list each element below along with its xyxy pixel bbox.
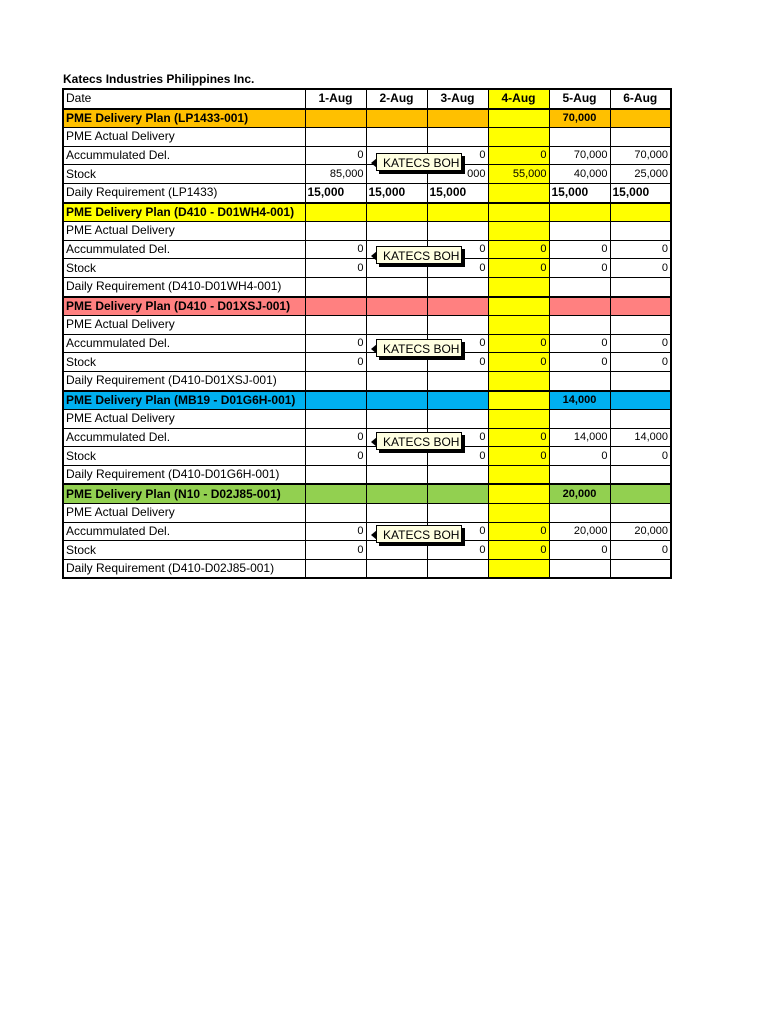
accumulated-row-cell[interactable]: 14,000 xyxy=(549,428,610,447)
header-date-label[interactable]: Date xyxy=(63,89,305,109)
plan-row-cell[interactable] xyxy=(488,109,549,128)
daily-requirement-row xyxy=(63,465,671,484)
stock-row-cell[interactable]: 0 xyxy=(549,259,610,278)
stock-row-label[interactable]: Stock xyxy=(63,259,305,278)
plan-row-label[interactable]: PME Delivery Plan (N10 - D02J85-001) xyxy=(63,484,305,503)
plan-row-label[interactable]: PME Delivery Plan (D410 - D01WH4-001) xyxy=(63,203,305,222)
header-date-cell[interactable]: 3-Aug xyxy=(427,89,488,109)
accumulated-row-cell[interactable]: 0 xyxy=(427,334,488,353)
daily-requirement-row-cell[interactable] xyxy=(549,277,610,296)
plan-row-cell[interactable] xyxy=(610,297,671,316)
accumulated-row-cell[interactable]: 0 xyxy=(549,334,610,353)
actual-delivery-row-label[interactable]: PME Actual Delivery xyxy=(63,222,305,241)
accumulated-row-cell[interactable]: 0 xyxy=(427,428,488,447)
daily-requirement-row-cell[interactable] xyxy=(488,371,549,390)
accumulated-row-cell[interactable]: 0 xyxy=(488,334,549,353)
comment-note-label: KATECS BOH xyxy=(383,435,460,449)
plan-row-cell[interactable] xyxy=(305,109,366,128)
actual-delivery-row-cell[interactable] xyxy=(610,504,671,523)
daily-requirement-row-cell[interactable]: 15,000 xyxy=(427,183,488,202)
plan-row-cell[interactable] xyxy=(305,203,366,222)
actual-delivery-row xyxy=(63,128,671,147)
daily-requirement-row-cell[interactable] xyxy=(549,371,610,390)
plan-row-cell[interactable] xyxy=(488,391,549,410)
daily-requirement-row-cell[interactable] xyxy=(305,559,366,578)
actual-delivery-row xyxy=(63,410,671,429)
comment-note-label: KATECS BOH xyxy=(383,528,460,542)
accumulated-row-cell[interactable]: 20,000 xyxy=(610,522,671,541)
accumulated-row xyxy=(63,522,671,541)
actual-delivery-row-cell[interactable] xyxy=(549,128,610,147)
actual-delivery-row-cell[interactable] xyxy=(549,410,610,429)
daily-requirement-row-cell[interactable] xyxy=(610,371,671,390)
plan-row-cell[interactable] xyxy=(488,203,549,222)
actual-delivery-row-cell[interactable] xyxy=(427,222,488,241)
daily-requirement-row-label[interactable]: Daily Requirement (LP1433) xyxy=(63,183,305,202)
actual-delivery-row-cell[interactable] xyxy=(366,316,427,335)
stock-row-cell[interactable]: 0 xyxy=(549,353,610,372)
header-date-cell[interactable]: 5-Aug xyxy=(549,89,610,109)
actual-delivery-row-cell[interactable] xyxy=(488,128,549,147)
actual-delivery-row-cell[interactable] xyxy=(488,504,549,523)
stock-row-cell[interactable]: 0 xyxy=(305,447,366,466)
plan-row-cell[interactable] xyxy=(305,391,366,410)
stock-row-cell[interactable]: 0 xyxy=(610,353,671,372)
plan-row-cell[interactable] xyxy=(610,484,671,503)
stock-row-cell[interactable]: 0 xyxy=(427,447,488,466)
stock-row-cell[interactable]: 0 xyxy=(488,447,549,466)
accumulated-row-label[interactable]: Accummulated Del. xyxy=(63,334,305,353)
stock-row xyxy=(63,447,671,466)
actual-delivery-row-cell[interactable] xyxy=(610,128,671,147)
accumulated-row-cell[interactable]: 0 xyxy=(610,240,671,259)
accumulated-row-cell[interactable]: 0 xyxy=(549,240,610,259)
plan-row-cell[interactable]: 20,000 xyxy=(549,484,610,503)
stock-row-cell[interactable]: 000 xyxy=(427,165,488,184)
stock-row-cell[interactable]: 0 xyxy=(427,353,488,372)
plan-row xyxy=(63,203,671,222)
accumulated-row-cell[interactable]: 70,000 xyxy=(549,146,610,165)
actual-delivery-row-label[interactable]: PME Actual Delivery xyxy=(63,410,305,429)
plan-row xyxy=(63,484,671,503)
daily-requirement-row-cell[interactable] xyxy=(366,465,427,484)
plan-row-cell[interactable]: 14,000 xyxy=(549,391,610,410)
plan-row-cell[interactable] xyxy=(549,203,610,222)
comment-note-label: KATECS BOH xyxy=(383,249,460,263)
actual-delivery-row xyxy=(63,316,671,335)
stock-row-cell[interactable]: 55,000 xyxy=(488,165,549,184)
stock-row-cell[interactable]: 25,000 xyxy=(610,165,671,184)
accumulated-row-cell[interactable]: 0 xyxy=(427,146,488,165)
daily-requirement-row-label[interactable]: Daily Requirement (D410-D02J85-001) xyxy=(63,559,305,578)
actual-delivery-row-cell[interactable] xyxy=(549,504,610,523)
stock-row-cell[interactable]: 0 xyxy=(305,259,366,278)
plan-row-cell[interactable] xyxy=(366,203,427,222)
daily-requirement-row-cell[interactable] xyxy=(366,277,427,296)
stock-row-cell[interactable]: 0 xyxy=(549,447,610,466)
daily-requirement-row xyxy=(63,559,671,578)
stock-row xyxy=(63,353,671,372)
actual-delivery-row-cell[interactable] xyxy=(366,504,427,523)
comment-note[interactable] xyxy=(376,246,462,264)
accumulated-row-cell[interactable]: 0 xyxy=(488,240,549,259)
actual-delivery-row-cell[interactable] xyxy=(366,222,427,241)
accumulated-row-cell[interactable]: 0 xyxy=(305,334,366,353)
accumulated-row-cell[interactable]: 0 xyxy=(305,428,366,447)
comment-note[interactable] xyxy=(376,153,462,171)
stock-row-cell[interactable]: 0 xyxy=(488,541,549,560)
accumulated-row-cell[interactable]: 20,000 xyxy=(549,522,610,541)
comment-pointer-icon xyxy=(371,344,377,354)
delivery-plan-table xyxy=(62,88,672,579)
accumulated-row-cell[interactable]: 0 xyxy=(488,146,549,165)
comment-note[interactable] xyxy=(376,339,462,357)
accumulated-row-label[interactable]: Accummulated Del. xyxy=(63,522,305,541)
daily-requirement-row-cell[interactable]: 15,000 xyxy=(549,183,610,202)
daily-requirement-row-cell[interactable] xyxy=(305,277,366,296)
plan-row-cell[interactable] xyxy=(610,391,671,410)
daily-requirement-row-cell[interactable] xyxy=(427,465,488,484)
header-row xyxy=(63,89,671,109)
plan-row-cell[interactable] xyxy=(366,484,427,503)
accumulated-row-cell[interactable]: 14,000 xyxy=(610,428,671,447)
stock-row xyxy=(63,259,671,278)
plan-row-cell[interactable] xyxy=(427,297,488,316)
actual-delivery-row-cell[interactable] xyxy=(488,410,549,429)
plan-row-cell[interactable] xyxy=(610,203,671,222)
plan-row-label[interactable]: PME Delivery Plan (MB19 - D01G6H-001) xyxy=(63,391,305,410)
accumulated-row xyxy=(63,334,671,353)
stock-row-cell[interactable]: 0 xyxy=(427,541,488,560)
accumulated-row-label[interactable]: Accummulated Del. xyxy=(63,428,305,447)
stock-row-label[interactable]: Stock xyxy=(63,353,305,372)
daily-requirement-row-cell[interactable] xyxy=(610,465,671,484)
daily-requirement-row-cell[interactable] xyxy=(549,465,610,484)
comment-note[interactable] xyxy=(376,432,462,450)
actual-delivery-row-cell[interactable] xyxy=(305,504,366,523)
daily-requirement-row-cell[interactable] xyxy=(488,183,549,202)
actual-delivery-row-cell[interactable] xyxy=(305,128,366,147)
accumulated-row-cell[interactable]: 0 xyxy=(305,240,366,259)
actual-delivery-row-cell[interactable] xyxy=(305,222,366,241)
comment-note-label: KATECS BOH xyxy=(383,156,460,170)
actual-delivery-row-cell[interactable] xyxy=(549,316,610,335)
plan-row-cell[interactable] xyxy=(305,297,366,316)
header-date-cell[interactable]: 1-Aug xyxy=(305,89,366,109)
stock-row-cell[interactable]: 0 xyxy=(610,447,671,466)
daily-requirement-row-cell[interactable] xyxy=(488,277,549,296)
daily-requirement-row-cell[interactable] xyxy=(549,559,610,578)
actual-delivery-row-label[interactable]: PME Actual Delivery xyxy=(63,504,305,523)
stock-row-cell[interactable]: 0 xyxy=(305,353,366,372)
daily-requirement-row-cell[interactable]: 15,000 xyxy=(610,183,671,202)
daily-requirement-row-cell[interactable] xyxy=(427,371,488,390)
plan-row-cell[interactable] xyxy=(366,109,427,128)
stock-row-label[interactable]: Stock xyxy=(63,541,305,560)
daily-requirement-row-cell[interactable] xyxy=(366,371,427,390)
accumulated-row-label[interactable]: Accummulated Del. xyxy=(63,240,305,259)
accumulated-row-cell[interactable]: 0 xyxy=(427,240,488,259)
stock-row-cell[interactable]: 0 xyxy=(610,259,671,278)
daily-requirement-row-cell[interactable] xyxy=(305,371,366,390)
daily-requirement-row-cell[interactable] xyxy=(488,559,549,578)
stock-row-cell[interactable]: 0 xyxy=(549,541,610,560)
stock-row-cell[interactable]: 85,000 xyxy=(305,165,366,184)
actual-delivery-row-label[interactable]: PME Actual Delivery xyxy=(63,128,305,147)
accumulated-row-cell[interactable]: 0 xyxy=(610,334,671,353)
accumulated-row-cell[interactable]: 70,000 xyxy=(610,146,671,165)
comment-pointer-icon xyxy=(371,437,377,447)
daily-requirement-row-label[interactable]: Daily Requirement (D410-D01G6H-001) xyxy=(63,465,305,484)
plan-row-cell[interactable] xyxy=(366,297,427,316)
accumulated-row xyxy=(63,146,671,165)
actual-delivery-row-cell[interactable] xyxy=(549,222,610,241)
plan-row-cell[interactable] xyxy=(427,203,488,222)
comment-pointer-icon xyxy=(371,530,377,540)
comment-note[interactable] xyxy=(376,525,462,543)
plan-row-cell[interactable] xyxy=(427,484,488,503)
daily-requirement-row-cell[interactable] xyxy=(488,465,549,484)
stock-row-label[interactable]: Stock xyxy=(63,165,305,184)
actual-delivery-row-cell[interactable] xyxy=(305,410,366,429)
accumulated-row-label[interactable]: Accummulated Del. xyxy=(63,146,305,165)
actual-delivery-row-cell[interactable] xyxy=(427,128,488,147)
plan-row-label[interactable]: PME Delivery Plan (D410 - D01XSJ-001) xyxy=(63,297,305,316)
plan-row-cell[interactable] xyxy=(488,484,549,503)
actual-delivery-row-cell[interactable] xyxy=(610,316,671,335)
comment-pointer-icon xyxy=(371,251,377,261)
actual-delivery-row-cell[interactable] xyxy=(610,410,671,429)
plan-row-cell[interactable] xyxy=(549,297,610,316)
stock-row-cell[interactable]: 0 xyxy=(305,541,366,560)
actual-delivery-row-cell[interactable] xyxy=(488,222,549,241)
plan-row xyxy=(63,109,671,128)
daily-requirement-row-cell[interactable] xyxy=(366,559,427,578)
accumulated-row-cell[interactable]: 0 xyxy=(488,428,549,447)
header-date-cell[interactable]: 4-Aug xyxy=(488,89,549,109)
daily-requirement-row-cell[interactable] xyxy=(427,559,488,578)
plan-row-cell[interactable] xyxy=(488,297,549,316)
plan-row xyxy=(63,297,671,316)
stock-row-cell[interactable]: 40,000 xyxy=(549,165,610,184)
comment-note-label: KATECS BOH xyxy=(383,342,460,356)
actual-delivery-row-cell[interactable] xyxy=(366,128,427,147)
plan-row-cell[interactable]: 70,000 xyxy=(549,109,610,128)
accumulated-row-cell[interactable]: 0 xyxy=(427,522,488,541)
plan-row-cell[interactable] xyxy=(305,484,366,503)
plan-row-cell[interactable] xyxy=(366,391,427,410)
stock-row-cell[interactable]: 0 xyxy=(427,259,488,278)
daily-requirement-row xyxy=(63,371,671,390)
actual-delivery-row xyxy=(63,504,671,523)
stock-row-cell[interactable]: 0 xyxy=(610,541,671,560)
actual-delivery-row-cell[interactable] xyxy=(427,410,488,429)
plan-row xyxy=(63,391,671,410)
sheet-title: Katecs Industries Philippines Inc. xyxy=(63,72,255,86)
daily-requirement-row-cell[interactable] xyxy=(610,277,671,296)
actual-delivery-row-cell[interactable] xyxy=(610,222,671,241)
header-date-cell[interactable]: 2-Aug xyxy=(366,89,427,109)
plan-row-cell[interactable] xyxy=(427,391,488,410)
actual-delivery-row-cell[interactable] xyxy=(366,410,427,429)
plan-row-cell[interactable] xyxy=(427,109,488,128)
stock-row-cell[interactable]: 0 xyxy=(488,259,549,278)
daily-requirement-row-label[interactable]: Daily Requirement (D410-D01XSJ-001) xyxy=(63,371,305,390)
plan-row-cell[interactable] xyxy=(610,109,671,128)
daily-requirement-row-cell[interactable] xyxy=(610,559,671,578)
accumulated-row xyxy=(63,240,671,259)
accumulated-row-cell[interactable]: 0 xyxy=(305,522,366,541)
accumulated-row-cell[interactable]: 0 xyxy=(305,146,366,165)
actual-delivery-row-cell[interactable] xyxy=(305,316,366,335)
daily-requirement-row-cell[interactable] xyxy=(305,465,366,484)
actual-delivery-row-label[interactable]: PME Actual Delivery xyxy=(63,316,305,335)
actual-delivery-row-cell[interactable] xyxy=(488,316,549,335)
header-date-cell[interactable]: 6-Aug xyxy=(610,89,671,109)
daily-requirement-row xyxy=(63,183,671,202)
daily-requirement-row-cell[interactable]: 15,000 xyxy=(366,183,427,202)
accumulated-row-cell[interactable]: 0 xyxy=(488,522,549,541)
actual-delivery-row-cell[interactable] xyxy=(427,504,488,523)
stock-row xyxy=(63,165,671,184)
daily-requirement-row-cell[interactable] xyxy=(427,277,488,296)
plan-row-label[interactable]: PME Delivery Plan (LP1433-001) xyxy=(63,109,305,128)
stock-row xyxy=(63,541,671,560)
stock-row-label[interactable]: Stock xyxy=(63,447,305,466)
actual-delivery-row-cell[interactable] xyxy=(427,316,488,335)
actual-delivery-row xyxy=(63,222,671,241)
daily-requirement-row-cell[interactable]: 15,000 xyxy=(305,183,366,202)
accumulated-row xyxy=(63,428,671,447)
daily-requirement-row-label[interactable]: Daily Requirement (D410-D01WH4-001) xyxy=(63,277,305,296)
daily-requirement-row xyxy=(63,277,671,296)
comment-pointer-icon xyxy=(371,158,377,168)
stock-row-cell[interactable]: 0 xyxy=(488,353,549,372)
